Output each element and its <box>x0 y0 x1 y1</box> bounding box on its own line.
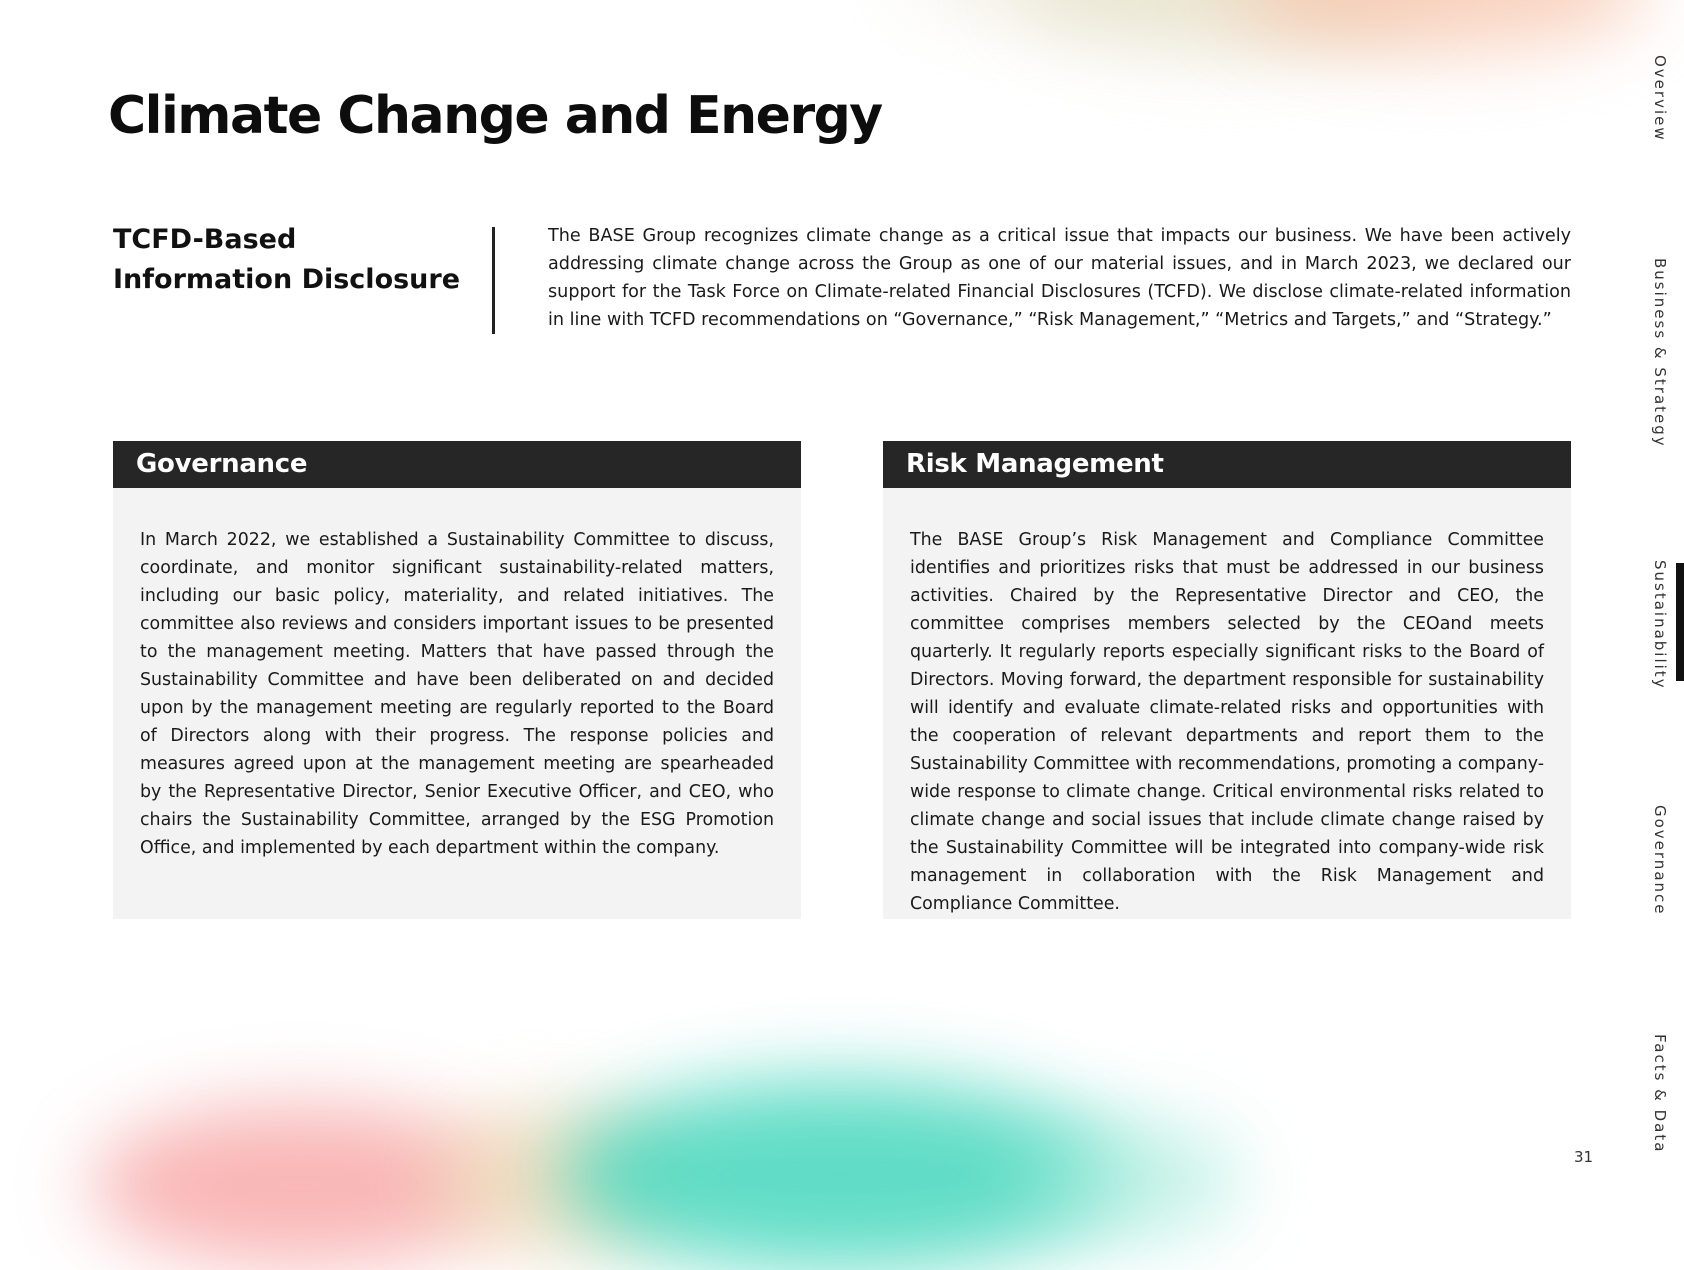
side-nav-item-business-strategy[interactable]: Business & Strategy <box>1651 258 1669 448</box>
intro-heading: TCFD-Based Information Disclosure <box>113 224 461 295</box>
side-nav-item-governance[interactable]: Governance <box>1651 805 1669 916</box>
decorative-gradient-bottom-teal <box>560 1080 1120 1270</box>
decorative-gradient-top-left <box>900 0 1100 10</box>
side-nav-item-sustainability[interactable]: Sustainability <box>1651 560 1669 690</box>
page-title: Climate Change and Energy <box>108 86 882 146</box>
intro-divider <box>492 227 495 334</box>
governance-card <box>113 441 801 919</box>
decorative-gradient-top-middle <box>1010 0 1430 50</box>
side-nav-item-overview[interactable]: Overview <box>1651 55 1669 142</box>
page-number: 31 <box>1574 1148 1594 1166</box>
risk-management-card <box>883 441 1571 919</box>
risk-management-card-title: Risk Management <box>883 441 1571 488</box>
decorative-gradient-bottom-beige <box>430 1110 690 1250</box>
decorative-gradient-bottom-pink <box>90 1105 510 1265</box>
side-nav-active-indicator <box>1676 563 1684 681</box>
decorative-gradient-top-right <box>1230 0 1650 50</box>
intro-text: The BASE Group recognizes climate change as a critical issue that impacts our business. We have been actively addressing climate change across the Group as one of our material issues, and in March 2023, we declared our support for the Task Force on Climate-related Financial Disclosures (TCFD). We disclose climate-related information in line with TCFD recommendations on “Governance,” “Risk Management,” “Metrics and Targets,” and “Strategy.” <box>548 226 1571 330</box>
governance-card-title: Governance <box>113 441 801 488</box>
governance-card-body: In March 2022, we established a Sustainability Committee to discuss, coordinate, and monitor significant sustainability-related matters, including our basic policy, materiality, and related initiatives. The committee also reviews and considers important issues to be presented to the management meeting. Matters that have passed through the Sustainability Committee and have been deliberated on and decided upon by the management meeting are regularly reported to the Board of Directors along with their progress. The response policies and measures agreed upon at the management meeting are spearheaded by the Representative Director, Senior Executive Officer, and CEO, who chairs the Sustainability Committee, arranged by the ESG Promotion Office, and implemented by each department within the company. <box>140 530 774 858</box>
side-nav-item-facts-data[interactable]: Facts & Data <box>1651 1034 1669 1154</box>
risk-management-card-body: The BASE Group’s Risk Management and Compliance Committee identifies and prioritizes risks that must be addressed in our business activities. Chaired by the Representative Director and CEO, the committee comprises members selected by the CEOand meets quarterly. It regularly reports especially significant risks to the Board of Directors. Moving forward, the department responsible for sustainability will identify and evaluate climate-related risks and opportunities with the cooperation of relevant departments and report them to the Sustainability Committee with recommendations, promoting a company-wide response to climate change. Critical environmental risks related to climate change and social issues that include climate change raised by the Sustainability Committee will be integrated into company-wide risk management in collaboration with the Risk Management and Compliance Committee. <box>910 530 1544 914</box>
decorative-gradient-bottom-mint <box>1020 1120 1240 1240</box>
